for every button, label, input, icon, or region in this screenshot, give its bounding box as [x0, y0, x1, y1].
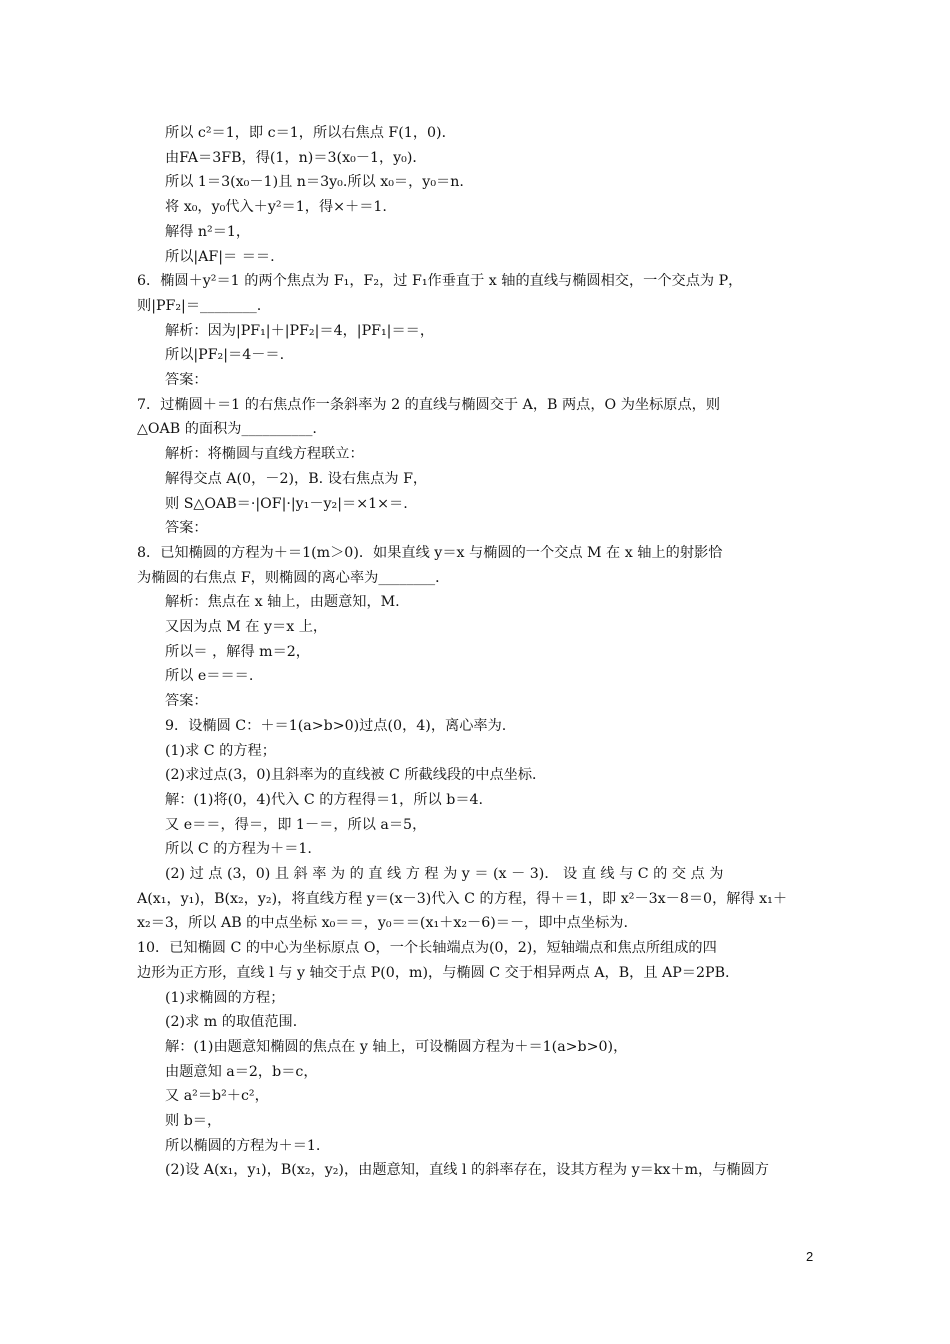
text-line: 由FA＝3FB，得(1，n)＝3(x₀－1，y₀)． [165, 150, 427, 166]
text-line: 解析：将椭圆与直线方程联立： [165, 446, 364, 462]
text-line: 6．椭圆＋y²＝1 的两个焦点为 F₁，F₂，过 F₁作垂直于 x 轴的直线与椭圆相交，一个交点为 P， [137, 273, 743, 289]
text-line: A(x₁，y₁)，B(x₂，y₂)，将直线方程 y＝(x－3)代入 C 的方程，得＋＝1，即 x²－3x－8＝0，解得 x₁＋ [137, 891, 788, 907]
text-line: 所以 C 的方程为＋＝1. [165, 841, 312, 857]
text-line: 所以 e＝＝＝. [165, 668, 254, 684]
text-line: (2)求 m 的取值范围． [165, 1014, 307, 1030]
text-line: 为椭圆的右焦点 F，则椭圆的离心率为________． [137, 570, 450, 586]
text-line: 解：(1)将(0，4)代入 C 的方程得＝1，所以 b＝4. [165, 792, 484, 808]
text-line: 又 a²＝b²＋c²， [165, 1088, 269, 1104]
text-line: 9．设椭圆 C：＋＝1(a>b>0)过点(0，4)，离心率为. [165, 718, 507, 734]
text-line: 又 e＝＝，得＝，即 1－＝，所以 a＝5， [165, 817, 427, 833]
text-line: 则 S△OAB＝·|OF|·|y₁－y₂|＝×1×＝. [165, 496, 408, 512]
text-line: 所以 c²＝1，即 c＝1，所以右焦点 F(1，0)． [165, 125, 456, 141]
text-line: 所以|PF₂|＝4－＝. [165, 347, 285, 363]
text-line: 解析：焦点在 x 轴上，由题意知，M. [165, 594, 400, 610]
text-line: 答案： [165, 520, 208, 536]
text-line: (2) 过 点 (3，0) 且 斜 率 为 的 直 线 方 程 为 y ＝ (x － 3)． 设 直 线 与 C 的 交 点 为 [165, 866, 724, 882]
text-line: 所以椭圆的方程为＋＝1. [165, 1138, 321, 1154]
text-line: 将 x₀，y₀代入＋y²＝1，得×＋＝1. [165, 199, 387, 215]
text-line: 又因为点 M 在 y＝x 上， [165, 619, 328, 635]
text-line: 10．已知椭圆 C 的中心为坐标原点 O，一个长轴端点为(0，2)，短轴端点和焦点所组成的四 [137, 940, 717, 956]
text-line: 所以|AF|＝ ＝＝. [165, 249, 275, 265]
text-line: (1)求 C 的方程； [165, 743, 276, 759]
text-line: 所以＝ ，解得 m＝2， [165, 644, 310, 660]
text-line: 答案： [165, 693, 208, 709]
text-line: 解：(1)由题意知椭圆的焦点在 y 轴上，可设椭圆方程为＋＝1(a>b>0)， [165, 1039, 628, 1055]
text-line: 则 b＝， [165, 1113, 222, 1129]
text-line: 7．过椭圆＋＝1 的右焦点作一条斜率为 2 的直线与椭圆交于 A，B 两点，O 为坐标原点，则 [137, 397, 721, 413]
text-line: 解得 n²＝1， [165, 224, 251, 240]
text-line: (2)设 A(x₁，y₁)，B(x₂，y₂)，由题意知，直线 l 的斜率存在，设其方程为 y＝kx＋m，与椭圆方 [165, 1162, 769, 1178]
text-line: (2)求过点(3，0)且斜率为的直线被 C 所截线段的中点坐标． [165, 767, 547, 783]
text-line: 8．已知椭圆的方程为＋＝1(m＞0)．如果直线 y＝x 与椭圆的一个交点 M 在 x 轴上的射影恰 [137, 545, 723, 561]
text-line: △OAB 的面积为__________. [137, 421, 317, 437]
text-line: 边形为正方形，直线 l 与 y 轴交于点 P(0，m)，与椭圆 C 交于相异两点 A，B，且 AP＝2PB. [137, 965, 730, 981]
text-line: 由题意知 a＝2，b＝c， [165, 1064, 318, 1080]
text-line: 答案： [165, 372, 208, 388]
text-line: 则|PF₂|＝________. [137, 298, 262, 314]
page-number: 2 [806, 1249, 814, 1264]
text-line: x₂＝3，所以 AB 的中点坐标 x₀＝＝，y₀＝＝(x₁＋x₂－6)＝－，即中点坐标为. [137, 915, 628, 931]
text-line: 解析：因为|PF₁|＋|PF₂|＝4，|PF₁|＝＝， [165, 323, 435, 339]
text-line: 解得交点 A(0，－2)，B. 设右焦点为 F， [165, 471, 428, 487]
text-line: (1)求椭圆的方程； [165, 990, 285, 1006]
text-line: 所以 1＝3(x₀－1)且 n＝3y₀.所以 x₀＝，y₀＝n. [165, 174, 464, 190]
